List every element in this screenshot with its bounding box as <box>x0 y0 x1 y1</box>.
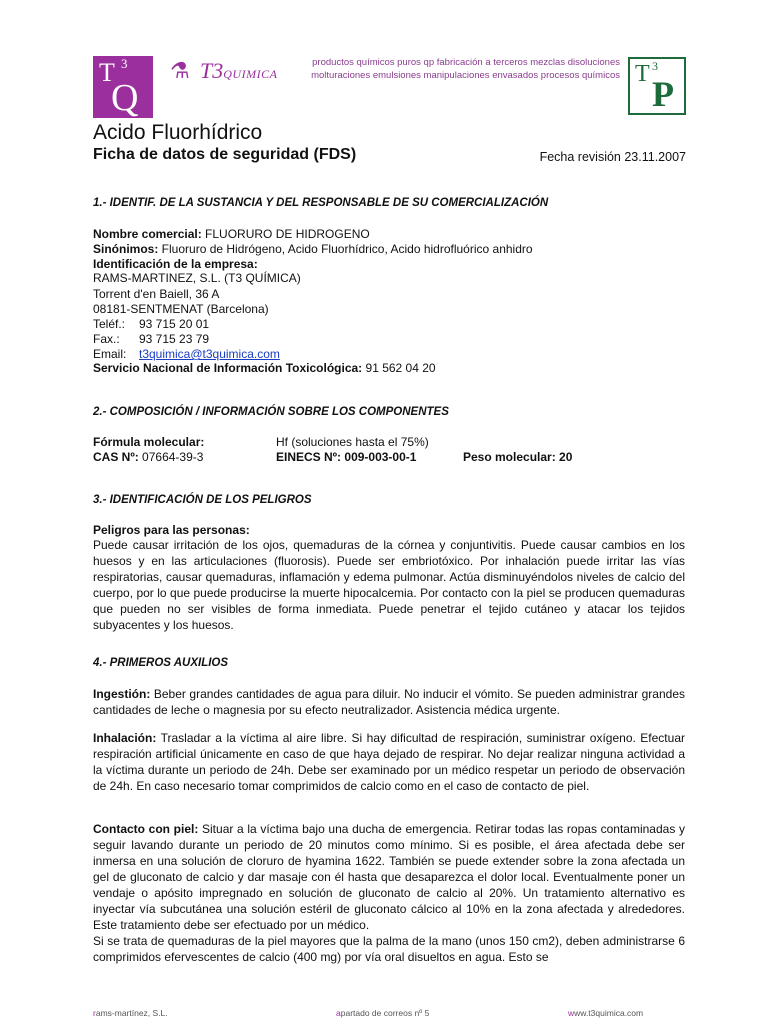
section-1-heading: 1.- IDENTIF. DE LA SUSTANCIA Y DEL RESPONSABLE DE SU COMERCIALIZACIÓN <box>93 197 549 209</box>
molecular-weight: Peso molecular: 20 <box>463 450 573 464</box>
flask-icon: ⚗ <box>170 58 190 83</box>
company-tagline <box>302 56 620 82</box>
revision-date: Fecha revisión 23.11.2007 <box>539 150 686 164</box>
t3-quimica-brand <box>170 56 295 88</box>
footer-company: rams-martínez, S.L. <box>93 1008 168 1018</box>
hazards-subheading: Peligros para las personas: <box>93 523 250 537</box>
document-subtitle: Ficha de datos de seguridad (FDS) <box>93 146 357 163</box>
synonyms-row: Sinónimos: Fluoruro de Hidrógeno, Acido Fluorhídrico, Acido hidrofluórico anhidro <box>93 242 533 256</box>
brand-word: T3QUIMICA <box>200 58 278 83</box>
fax-row: Fax.: 93 715 23 79 <box>93 332 210 346</box>
company-id-label: Identificación de la empresa: <box>93 257 258 271</box>
company-name: RAMS-MARTINEZ, S.L. (T3 QUÍMICA) <box>93 271 301 285</box>
trade-name-row: Nombre comercial: FLUORURO DE HIDROGENO <box>93 227 370 241</box>
logo-number-3: 3 <box>121 56 128 71</box>
footer-po-box: apartado de correos nº 5 <box>336 1008 430 1018</box>
phone-row: Teléf.: 93 715 20 01 <box>93 317 210 331</box>
t3p-logo <box>628 57 686 115</box>
section-3-heading: 3.- IDENTIFICACIÓN DE LOS PELIGROS <box>93 494 312 506</box>
document-title: Acido Fluorhídrico <box>93 121 263 144</box>
logo-letter-t: T <box>635 61 650 87</box>
cas-row: CAS Nº: 07664-39-3 <box>93 450 204 464</box>
formula-value: Hf (soluciones hasta el 75%) <box>276 435 429 449</box>
email-link[interactable]: t3quimica@t3quimica.com <box>139 347 280 361</box>
section-4-heading: 4.- PRIMEROS AUXILIOS <box>93 657 229 669</box>
logo-letter-p: P <box>652 74 674 114</box>
ingestion-paragraph: Ingestión: Beber grandes cantidades de agua para diluir. No inducir el vómito. Se pueden administrar grandes cantidades de leche o magnesia por su efecto neutralizador. Asistencia médica urgente. <box>93 687 685 717</box>
footer-website[interactable]: www.t3quimica.com <box>568 1008 644 1018</box>
skin-contact-continuation: Si se trata de quemaduras de la piel mayores que la palma de la mano (unos 150 cm2), deben administrarse 6 comprimidos efervescentes de calcio (400 mg) por vía oral disueltos en agua. Esto se <box>93 934 685 964</box>
address-line-1: Torrent d'en Baiell, 36 A <box>93 287 220 301</box>
logo-number-3: 3 <box>652 59 658 73</box>
tagline-line-2: molturaciones emulsiones manipulaciones envasados procesos químicos <box>311 70 620 81</box>
t3q-logo <box>93 56 153 118</box>
skin-contact-paragraph: Contacto con piel: Situar a la víctima bajo una ducha de emergencia. Retirar todas las ropas contaminadas y seguir lavando durante un periodo de 20 minutos como mínimo. Si es posible, el área afectada debe ser inmersa en una solución de cloruro de hyamina 1622. También se puede extender sobre la zona afectada un gel de gluconato de calcio y dar masaje con él hasta que desaparezca el dolor local. Eventualmente poner un vendaje o apósito impregnado en solución de gluconato de calcio al 20%. Un tratamiento alternativo es inyectar vía subcutánea una solución estéril de gluconato cálcico al 10% en la zona afectada y alrededores. Este tratamiento debe ser efectuado por un médico. Si se trata de quemaduras de la piel mayores que la palma de la mano (unos 150 cm2), deben administrarse 6 comprimidos efervescentes de calcio (400 mg) por vía oral disueltos en agua. Esto se <box>93 822 685 964</box>
logo-letter-q: Q <box>111 77 139 119</box>
hazards-paragraph: Puede causar irritación de los ojos, quemaduras de la córnea y conjuntivitis. Puede causar cambios en los huesos y en las articulaciones (fluorosis). Puede ser embriotóxico. Por inhalación puede irritar las vías respiratorias, causar quemaduras, inflamación y edema pulmonar. Actúa disminuyéndolos niveles de calcio del cuerpo, por lo que puede producirse la muerte hipocalcemia. Por contacto con la piel se producen quemaduras que pueden no ser visibles de forma inmediata. Puede penetrar el tejido cutáneo y atacar los tejidos subyacentes y los huesos. <box>93 538 685 632</box>
tagline-line-1: productos químicos puros qp fabricación a terceros mezclas disoluciones <box>312 57 620 68</box>
toxicology-row: Servicio Nacional de Información Toxicológica: 91 562 04 20 <box>93 361 436 375</box>
logo-letter-t: T <box>99 58 115 87</box>
inhalation-paragraph: Inhalación: Trasladar a la víctima al aire libre. Si hay dificultad de respiración, suministrar oxígeno. Efectuar respiración artificial únicamente en caso de que haya dejado de respirar. No dejar realizar ninguna actividad a la víctima durante un periodo de 24h. Debe ser examinado por un médico respetar un periodo de observación de 24h. En caso necesario tomar comprimidos de calcio como en el caso de contacto de piel. <box>93 731 685 793</box>
email-row: Email: t3quimica@t3quimica.com <box>93 347 280 361</box>
formula-label: Fórmula molecular: <box>93 435 205 449</box>
section-2-heading: 2.- COMPOSICIÓN / INFORMACIÓN SOBRE LOS COMPONENTES <box>93 406 449 418</box>
address-line-2: 08181-SENTMENAT (Barcelona) <box>93 302 269 316</box>
einecs-value: EINECS Nº: 009-003-00-1 <box>276 450 417 464</box>
